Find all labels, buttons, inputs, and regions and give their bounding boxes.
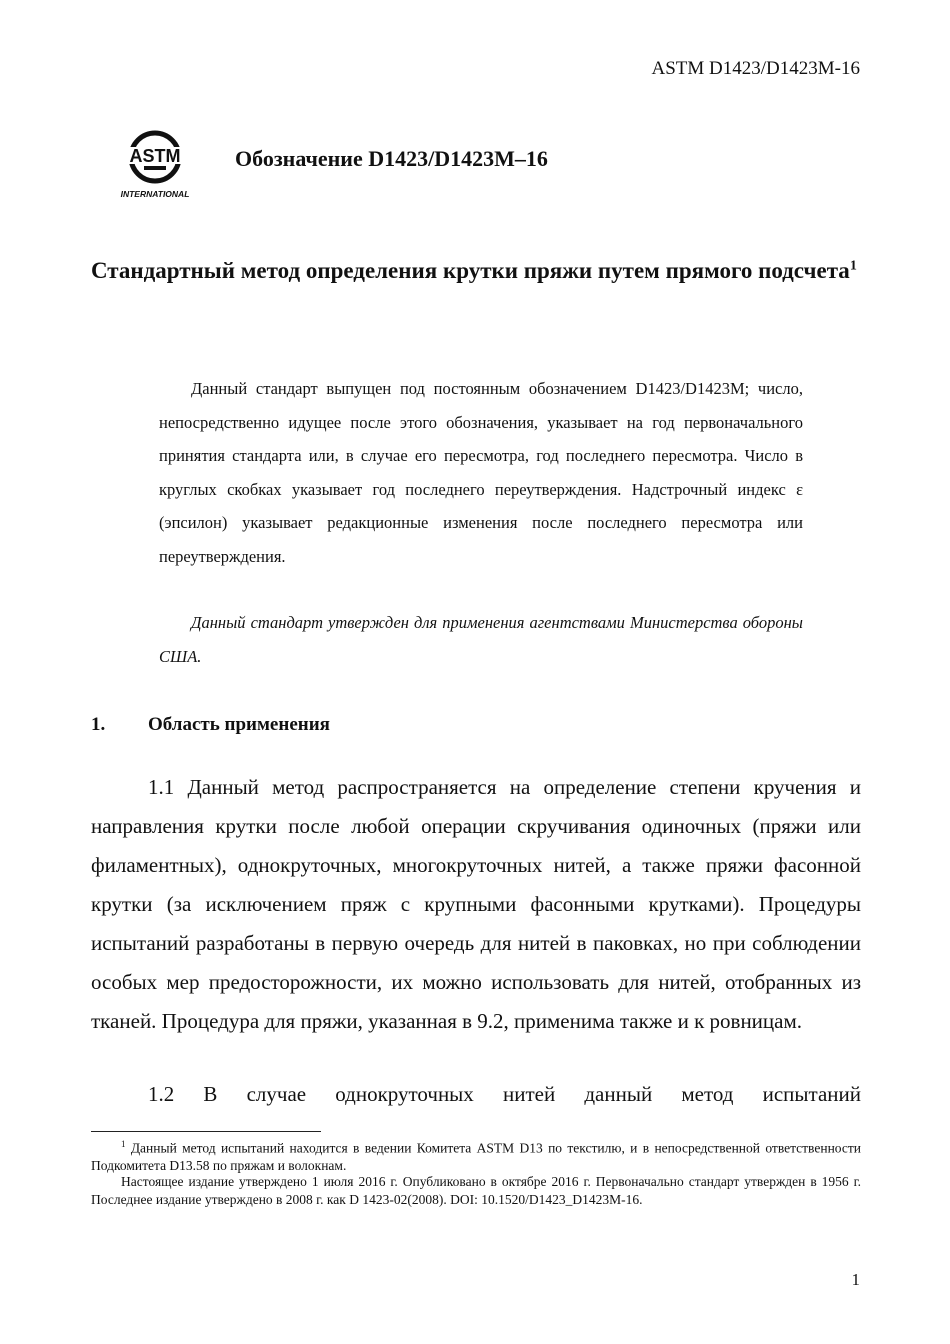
clause-1-2: 1.2 В случае однокруточных нитей данный метод испытаний	[148, 1082, 861, 1106]
footnote-1-text: Данный метод испытаний находится в ведении Комитета ASTM D13 по текстилю, и в непосредственной ответственности Подкомитета D13.58 по пряжам и волокнам.	[91, 1140, 861, 1173]
footnote-edition: Настоящее издание утверждено 1 июля 2016 г. Опубликовано в октябре 2016 г. Первоначально стандарт утвержден в 1956 г. Последнее издание утверждено в 2008 г. как D 1423-02(2008). DOI: 10.1520/D1423_D1423M-16.	[91, 1174, 861, 1207]
section-number: 1.	[91, 714, 106, 735]
logo-subtitle: INTERNATIONAL	[120, 189, 190, 199]
footnote-mark: 1	[121, 1139, 126, 1149]
footnote-divider	[91, 1131, 321, 1132]
section-title: Область применения	[148, 714, 330, 735]
standard-designation: Обозначение D1423/D1423M–16	[235, 146, 548, 171]
preface-paragraph: Данный стандарт выпущен под постоянным обозначением D1423/D1423M; число, непосредственно идущее после этого обозначения, указывает на год первоначального принятия стандарта или, в случае его пересмотра, год последнего пересмотра. Число в круглых скобках указывает год последнего переутверждения. Надстрочный индекс ε (эпсилон) указывает редакционные изменения после последнего пересмотра или переутверждения.	[159, 379, 803, 566]
document-code-header: ASTM D1423/D1423M-16	[651, 58, 860, 79]
title-footnote-mark: 1	[849, 258, 857, 274]
page-number: 1	[851, 1270, 860, 1289]
footnote-1	[91, 1136, 861, 1175]
title-text: Стандартный метод определения крутки пряжи путем прямого подсчета	[91, 258, 850, 283]
section-heading	[91, 714, 330, 736]
preface-approval-note: Данный стандарт утвержден для применения агентствами Министерства обороны США.	[159, 613, 803, 666]
astm-logo	[112, 128, 198, 200]
document-title	[91, 250, 861, 292]
clause-1-1: 1.1 Данный метод распространяется на определение степени кручения и направления крутки после любой операции скручивания одиночных (пряжи или филаментных), однокруточных, многокруточных нитей, а также пряжи фасонной крутки (за исключением пряж с крупными фасонными крутками). Процедуры испытаний разработаны в первую очередь для нитей в паковках, но при соблюдении особых мер предосторожности, их можно использовать для нитей, отобранных из тканей. Процедура для пряжи, указанная в 9.2, применима также и к ровницам.	[91, 775, 861, 1033]
logo-text: ASTM	[129, 146, 181, 166]
